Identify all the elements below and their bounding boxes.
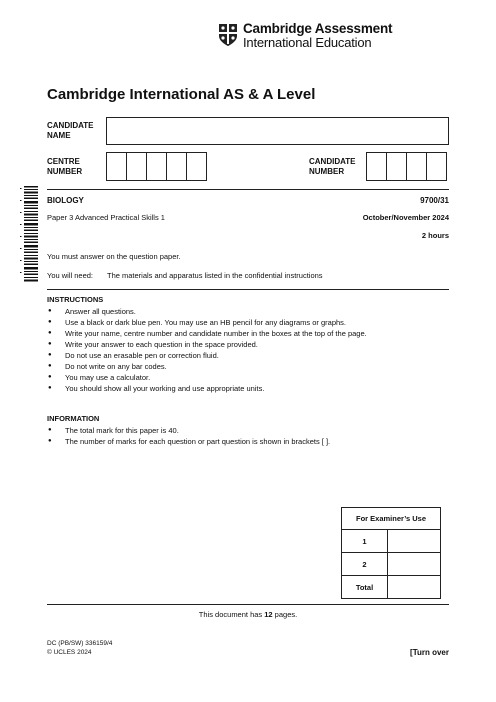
total-mark-cell[interactable]	[388, 576, 441, 599]
answer-note: You must answer on the question paper.	[47, 252, 181, 261]
candidate-number-digit[interactable]	[366, 152, 387, 181]
list-item: ● Do not use an erasable pen or correction fluid.	[47, 350, 367, 361]
centre-number-boxes[interactable]	[106, 152, 207, 181]
divider	[47, 604, 449, 605]
instructions-heading: INSTRUCTIONS	[47, 295, 104, 304]
exam-duration: 2 hours	[421, 231, 449, 240]
list-item: ● The total mark for this paper is 40.	[47, 425, 330, 436]
centre-number-digit[interactable]	[146, 152, 167, 181]
centre-number-digit[interactable]	[186, 152, 207, 181]
cambridge-shield-icon	[218, 23, 238, 47]
barcode-image	[20, 186, 38, 282]
candidate-number-boxes[interactable]	[366, 152, 447, 181]
candidate-number-digit[interactable]	[426, 152, 447, 181]
document-reference: DC (PB/SW) 336159/4	[47, 640, 113, 647]
mark-cell[interactable]	[388, 553, 441, 576]
list-item: ● Do not write on any bar codes.	[47, 361, 367, 372]
total-label: Total	[342, 576, 388, 599]
mark-cell[interactable]	[388, 530, 441, 553]
candidate-number-digit[interactable]	[406, 152, 427, 181]
page-count-note: This document has 12 pages.	[198, 610, 298, 619]
instructions-list	[47, 306, 367, 394]
list-item: ● You should show all your working and use appropriate units.	[47, 383, 367, 394]
candidate-name-field[interactable]	[106, 117, 449, 145]
page-title: Cambridge International AS & A Level	[47, 86, 316, 103]
information-heading: INFORMATION	[47, 414, 100, 423]
question-number: 1	[342, 530, 388, 553]
subject-name: BIOLOGY	[47, 196, 84, 205]
list-item: ● Answer all questions.	[47, 306, 367, 317]
examiners-use-table	[341, 507, 441, 599]
you-will-need-text: The materials and apparatus listed in the confidential instructions	[107, 271, 323, 280]
turn-over-note: [Turn over	[410, 648, 449, 657]
logo-text-line2: International Education	[243, 35, 372, 50]
candidate-name-label: CANDIDATE NAME	[47, 121, 94, 140]
copyright: © UCLES 2024	[47, 649, 92, 656]
list-item: ● You may use a calculator.	[47, 372, 367, 383]
exam-session: October/November 2024	[362, 213, 449, 222]
paper-code: 9700/31	[420, 196, 449, 205]
centre-number-digit[interactable]	[166, 152, 187, 181]
logo-text-line1: Cambridge Assessment	[243, 21, 393, 36]
divider	[47, 289, 449, 290]
candidate-number-label: CANDIDATE NUMBER	[309, 157, 356, 176]
candidate-number-digit[interactable]	[386, 152, 407, 181]
list-item: ● Write your answer to each question in the space provided.	[47, 339, 367, 350]
divider	[47, 189, 449, 190]
paper-title: Paper 3 Advanced Practical Skills 1	[47, 213, 165, 222]
centre-number-digit[interactable]	[106, 152, 127, 181]
list-item: ● Write your name, centre number and candidate number in the boxes at the top of the page.	[47, 328, 367, 339]
list-item: ● Use a black or dark blue pen. You may use an HB pencil for any diagrams or graphs.	[47, 317, 367, 328]
you-will-need-label: You will need:	[47, 271, 94, 280]
list-item: ● The number of marks for each question or part question is shown in brackets [ ].	[47, 436, 330, 447]
information-list	[47, 425, 330, 447]
examiners-use-heading: For Examiner’s Use	[342, 508, 441, 530]
centre-number-label: CENTRE NUMBER	[47, 157, 83, 176]
question-number: 2	[342, 553, 388, 576]
page-count: 12	[264, 610, 273, 619]
centre-number-digit[interactable]	[126, 152, 147, 181]
